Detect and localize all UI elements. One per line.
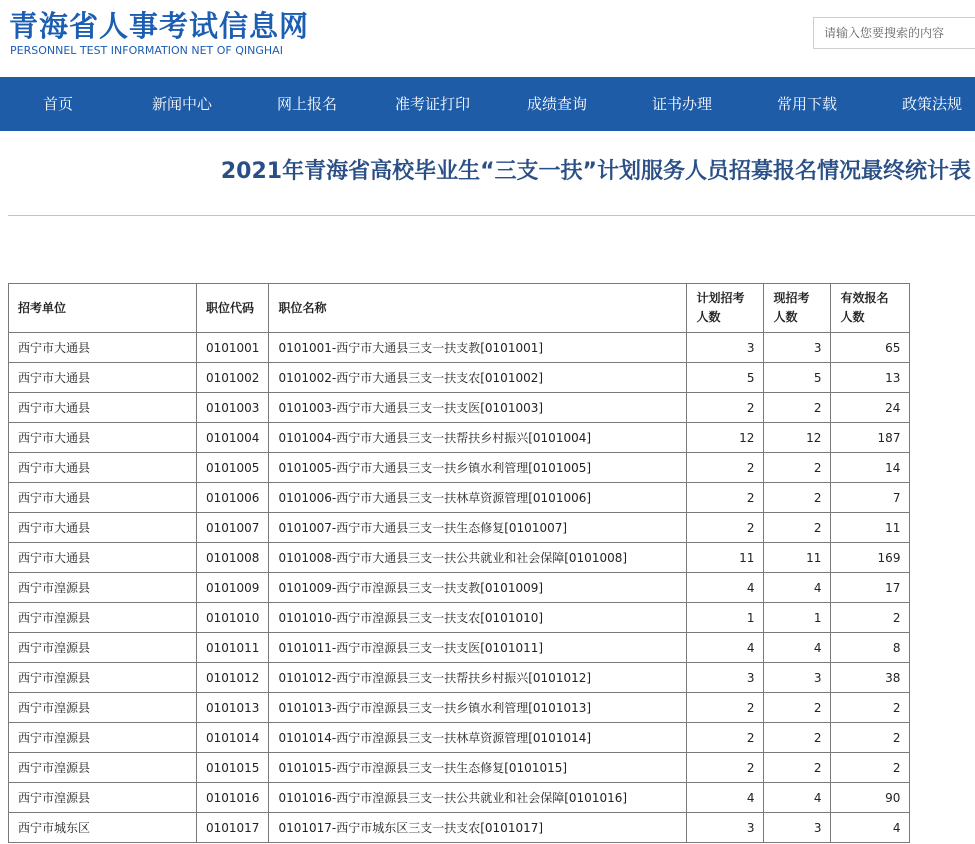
cell-valid-applicants: 11 [831, 513, 910, 543]
cell-code: 0101010 [197, 603, 269, 633]
title-divider [8, 215, 975, 216]
table-row [9, 603, 910, 633]
cell-planned-count: 2 [687, 723, 764, 753]
table-row [9, 663, 910, 693]
cell-code: 0101008 [197, 543, 269, 573]
cell-position-name: 0101012-西宁市湟源县三支一扶帮扶乡村振兴[0101012] [269, 663, 687, 693]
nav-item-admission-ticket[interactable]: 准考证打印 [395, 95, 471, 113]
cell-current-count: 4 [764, 633, 831, 663]
cell-unit: 西宁市湟源县 [9, 783, 197, 813]
cell-code: 0101003 [197, 393, 269, 423]
cell-unit: 西宁市大通县 [9, 453, 197, 483]
header-current-count: 现招考 人数 [764, 284, 831, 333]
header-valid-applicants: 有效报名 人数 [831, 284, 910, 333]
cell-current-count: 2 [764, 693, 831, 723]
cell-code: 0101007 [197, 513, 269, 543]
nav-item-downloads[interactable]: 常用下载 [777, 95, 838, 113]
cell-code: 0101012 [197, 663, 269, 693]
cell-unit: 西宁市湟源县 [9, 723, 197, 753]
cell-unit: 西宁市大通县 [9, 363, 197, 393]
table-row [9, 543, 910, 573]
cell-position-name: 0101006-西宁市大通县三支一扶林草资源管理[0101006] [269, 483, 687, 513]
table-row [9, 513, 910, 543]
cell-planned-count: 3 [687, 663, 764, 693]
cell-unit: 西宁市大通县 [9, 543, 197, 573]
cell-position-name: 0101004-西宁市大通县三支一扶帮扶乡村振兴[0101004] [269, 423, 687, 453]
cell-planned-count: 2 [687, 393, 764, 423]
nav-item-score-query[interactable]: 成绩查询 [527, 95, 588, 113]
cell-code: 0101004 [197, 423, 269, 453]
table-row [9, 333, 910, 363]
cell-valid-applicants: 2 [831, 723, 910, 753]
cell-unit: 西宁市城东区 [9, 813, 197, 843]
cell-valid-applicants: 8 [831, 633, 910, 663]
cell-valid-applicants: 7 [831, 483, 910, 513]
cell-valid-applicants: 17 [831, 573, 910, 603]
table-row [9, 453, 910, 483]
cell-current-count: 3 [764, 813, 831, 843]
table-row [9, 633, 910, 663]
statistics-table [8, 283, 910, 843]
cell-current-count: 2 [764, 453, 831, 483]
cell-code: 0101014 [197, 723, 269, 753]
table-row [9, 573, 910, 603]
cell-position-name: 0101008-西宁市大通县三支一扶公共就业和社会保障[0101008] [269, 543, 687, 573]
cell-current-count: 2 [764, 393, 831, 423]
nav-item-home[interactable]: 首页 [43, 95, 74, 113]
cell-current-count: 3 [764, 663, 831, 693]
table-row [9, 483, 910, 513]
cell-current-count: 2 [764, 483, 831, 513]
nav-item-online-registration[interactable]: 网上报名 [277, 95, 338, 113]
cell-code: 0101015 [197, 753, 269, 783]
cell-unit: 西宁市湟源县 [9, 663, 197, 693]
cell-current-count: 12 [764, 423, 831, 453]
cell-position-name: 0101011-西宁市湟源县三支一扶支医[0101011] [269, 633, 687, 663]
cell-valid-applicants: 90 [831, 783, 910, 813]
site-logo-title[interactable]: 青海省人事考试信息网 [9, 9, 310, 43]
cell-planned-count: 4 [687, 633, 764, 663]
cell-position-name: 0101010-西宁市湟源县三支一扶支农[0101010] [269, 603, 687, 633]
cell-position-name: 0101005-西宁市大通县三支一扶乡镇水利管理[0101005] [269, 453, 687, 483]
header-unit: 招考单位 [9, 284, 197, 333]
cell-planned-count: 4 [687, 783, 764, 813]
table-header-row [9, 284, 910, 333]
cell-position-name: 0101017-西宁市城东区三支一扶支农[0101017] [269, 813, 687, 843]
nav-item-policies[interactable]: 政策法规 [902, 95, 963, 113]
site-header [0, 0, 975, 77]
cell-valid-applicants: 2 [831, 603, 910, 633]
cell-planned-count: 1 [687, 603, 764, 633]
cell-current-count: 4 [764, 783, 831, 813]
cell-valid-applicants: 65 [831, 333, 910, 363]
cell-planned-count: 11 [687, 543, 764, 573]
table-row [9, 393, 910, 423]
cell-current-count: 4 [764, 573, 831, 603]
header-position-name: 职位名称 [269, 284, 687, 333]
cell-code: 0101001 [197, 333, 269, 363]
cell-position-name: 0101003-西宁市大通县三支一扶支医[0101003] [269, 393, 687, 423]
cell-current-count: 11 [764, 543, 831, 573]
cell-position-name: 0101009-西宁市湟源县三支一扶支教[0101009] [269, 573, 687, 603]
cell-current-count: 5 [764, 363, 831, 393]
cell-valid-applicants: 24 [831, 393, 910, 423]
cell-unit: 西宁市大通县 [9, 393, 197, 423]
cell-position-name: 0101002-西宁市大通县三支一扶支农[0101002] [269, 363, 687, 393]
cell-code: 0101013 [197, 693, 269, 723]
table-row [9, 423, 910, 453]
cell-position-name: 0101013-西宁市湟源县三支一扶乡镇水利管理[0101013] [269, 693, 687, 723]
cell-valid-applicants: 13 [831, 363, 910, 393]
cell-code: 0101016 [197, 783, 269, 813]
cell-unit: 西宁市湟源县 [9, 573, 197, 603]
cell-valid-applicants: 38 [831, 663, 910, 693]
cell-code: 0101005 [197, 453, 269, 483]
cell-planned-count: 3 [687, 813, 764, 843]
cell-valid-applicants: 4 [831, 813, 910, 843]
cell-position-name: 0101016-西宁市湟源县三支一扶公共就业和社会保障[0101016] [269, 783, 687, 813]
cell-unit: 西宁市湟源县 [9, 693, 197, 723]
cell-code: 0101011 [197, 633, 269, 663]
cell-valid-applicants: 169 [831, 543, 910, 573]
cell-unit: 西宁市湟源县 [9, 753, 197, 783]
cell-current-count: 1 [764, 603, 831, 633]
nav-item-news[interactable]: 新闻中心 [152, 95, 213, 113]
page-title: 2021年青海省高校毕业生“三支一扶”计划服务人员招募报名情况最终统计表 [220, 159, 971, 184]
site-logo-subtitle: PERSONNEL TEST INFORMATION NET OF QINGHAI [10, 44, 283, 57]
cell-planned-count: 2 [687, 753, 764, 783]
cell-position-name: 0101015-西宁市湟源县三支一扶生态修复[0101015] [269, 753, 687, 783]
cell-position-name: 0101014-西宁市湟源县三支一扶林草资源管理[0101014] [269, 723, 687, 753]
cell-valid-applicants: 2 [831, 693, 910, 723]
table-row [9, 753, 910, 783]
cell-current-count: 2 [764, 723, 831, 753]
main-nav [0, 77, 975, 131]
cell-planned-count: 3 [687, 333, 764, 363]
cell-planned-count: 2 [687, 513, 764, 543]
nav-item-certificates[interactable]: 证书办理 [652, 95, 713, 113]
cell-planned-count: 5 [687, 363, 764, 393]
cell-current-count: 2 [764, 513, 831, 543]
cell-current-count: 2 [764, 753, 831, 783]
cell-planned-count: 2 [687, 453, 764, 483]
table-body [9, 333, 910, 843]
cell-valid-applicants: 187 [831, 423, 910, 453]
cell-position-name: 0101007-西宁市大通县三支一扶生态修复[0101007] [269, 513, 687, 543]
cell-unit: 西宁市大通县 [9, 513, 197, 543]
cell-planned-count: 12 [687, 423, 764, 453]
cell-unit: 西宁市湟源县 [9, 603, 197, 633]
cell-unit: 西宁市大通县 [9, 423, 197, 453]
cell-valid-applicants: 14 [831, 453, 910, 483]
cell-planned-count: 4 [687, 573, 764, 603]
header-planned-count: 计划招考 人数 [687, 284, 764, 333]
cell-current-count: 3 [764, 333, 831, 363]
cell-valid-applicants: 2 [831, 753, 910, 783]
search-input[interactable] [813, 17, 975, 49]
cell-code: 0101017 [197, 813, 269, 843]
cell-code: 0101009 [197, 573, 269, 603]
table-row [9, 783, 910, 813]
header-code: 职位代码 [197, 284, 269, 333]
cell-planned-count: 2 [687, 483, 764, 513]
table-row [9, 723, 910, 753]
table-row [9, 693, 910, 723]
cell-code: 0101006 [197, 483, 269, 513]
table-row [9, 363, 910, 393]
cell-unit: 西宁市大通县 [9, 483, 197, 513]
cell-unit: 西宁市大通县 [9, 333, 197, 363]
table-row [9, 813, 910, 843]
cell-planned-count: 2 [687, 693, 764, 723]
cell-unit: 西宁市湟源县 [9, 633, 197, 663]
cell-position-name: 0101001-西宁市大通县三支一扶支教[0101001] [269, 333, 687, 363]
cell-code: 0101002 [197, 363, 269, 393]
